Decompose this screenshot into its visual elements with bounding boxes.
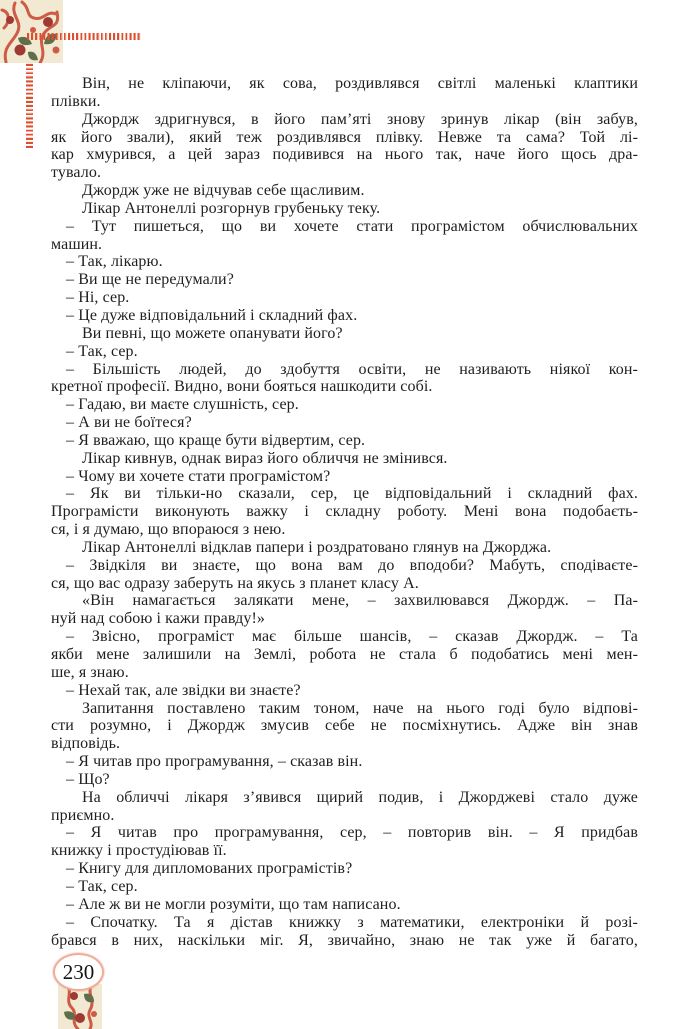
text-line: ше, я знаю. bbox=[51, 663, 129, 681]
text-line: нуй над собою і кажи правду!» bbox=[51, 610, 266, 628]
text-line: – Гадаю, ви маєте слушність, сер. bbox=[66, 396, 299, 414]
text-line: – Але ж ви не могли розуміти, що там написано. bbox=[66, 895, 401, 913]
text-line: – Звісно, програміст має більше шансів, – сказав Джордж. – Та bbox=[66, 628, 638, 646]
text-line: – Я читав про програмування, сер, – повторив він. – Я придбав bbox=[66, 824, 638, 842]
text-line: книжку і простудіював її. bbox=[51, 842, 227, 860]
text-line: приємно. bbox=[51, 806, 115, 824]
text-line: ся, що вас одразу заберуть на якусь з планет класу А. bbox=[51, 574, 419, 592]
text-line: Запитання поставлено таким тоном, наче на нього годі було відпові- bbox=[82, 699, 638, 717]
text-line: – А ви не боїтеся? bbox=[66, 414, 192, 432]
text-line: – Книгу для дипломованих програмістів? bbox=[66, 860, 353, 878]
text-line: машин. bbox=[51, 235, 103, 253]
text-line: сти розумно, і Джордж змусив себе не посміхнутись. Адже він знав bbox=[51, 717, 638, 735]
ornament-corner-icon bbox=[0, 0, 63, 63]
text-line: – Тут пишеться, що ви хочете стати програмістом обчислювальних bbox=[66, 217, 638, 235]
text-line: плівки. bbox=[51, 92, 101, 110]
text-line: Джордж уже не відчував себе щасливим. bbox=[82, 182, 365, 200]
text-line: тувало. bbox=[51, 164, 102, 182]
text-line: – Я читав про програмування, – сказав він. bbox=[66, 753, 363, 771]
text-line: – Як ви тільки-но сказали, сер, це відповідальний і складний фах. bbox=[66, 485, 638, 503]
text-line: якби мене залишили на Землі, робота не стала б подобатись мені мен- bbox=[51, 646, 638, 663]
text-line: – Це дуже відповідальний і складний фах. bbox=[66, 306, 358, 324]
text-line: брався в них, наскільки міг. Я, звичайно, знаю не так уже й багато, bbox=[51, 931, 638, 949]
text-line: – Ви ще не передумали? bbox=[66, 271, 234, 289]
dashed-rule-horizontal bbox=[27, 33, 142, 40]
text-line: – Що? bbox=[66, 770, 110, 788]
text-line: Лікар Антонеллі відклав папери і роздратовано глянув на Джорджа. bbox=[82, 538, 552, 556]
text-line: як його звали), який теж роздивлявся плівку. Невже та сама? Той лі- bbox=[51, 128, 638, 146]
text-line: – Так, лікарю. bbox=[66, 253, 163, 271]
text-line: кретної професії. Видно, вони бояться нашкодити собі. bbox=[51, 378, 433, 396]
page-number: 230 bbox=[62, 959, 95, 984]
text-line: – Ні, сер. bbox=[66, 289, 130, 307]
text-line: На обличчі лікаря з’явився щирий подив, і Джорджеві стало дуже bbox=[82, 788, 638, 806]
text-line: кар хмурився, а цей зараз подивився на нього так, наче його щось дра- bbox=[51, 146, 638, 164]
text-line: Лікар кивнув, однак вираз його обличчя не змінився. bbox=[82, 449, 448, 467]
text-line: – Більшість людей, до здобуття освіти, не називають ніякої кон- bbox=[66, 360, 638, 378]
text-line: – Так, сер. bbox=[66, 342, 138, 360]
text-line: Програмісти виконують важку і складну роботу. Мені вона подобаєть- bbox=[51, 503, 638, 521]
text-line: Лікар Антонеллі розгорнув грубеньку теку. bbox=[82, 199, 381, 217]
dashed-rule-vertical bbox=[26, 63, 33, 148]
text-line: – Чому ви хочете стати програмістом? bbox=[66, 467, 331, 485]
text-line: Джордж здригнувся, в його пам’яті знову зринув лікар (він забув, bbox=[82, 110, 638, 128]
page-number-badge bbox=[53, 953, 104, 991]
text-line: Ви певні, що можете опанувати його? bbox=[82, 324, 343, 342]
text-line: – Так, сер. bbox=[66, 877, 138, 895]
text-line: «Він намагається залякати мене, – захвилювався Джордж. – Па- bbox=[82, 592, 638, 610]
text-line: – Звідкіля ви знаєте, що вона вам до вподоби? Мабуть, сподіваєте- bbox=[66, 556, 638, 574]
page-text bbox=[51, 75, 638, 949]
text-line: – Спочатку. Та я дістав книжку з математики, електроніки й розі- bbox=[66, 913, 638, 931]
text-line: відповідь. bbox=[51, 735, 121, 753]
text-line: – Я вважаю, що краще бути відвертим, сер. bbox=[66, 431, 366, 449]
text-line: ся, і я думаю, що впораюся з нею. bbox=[51, 521, 286, 539]
text-line: – Нехай так, але звідки ви знаєте? bbox=[66, 681, 301, 699]
text-line: Він, не кліпаючи, як сова, роздивлявся світлі маленькі клаптики bbox=[82, 75, 638, 92]
